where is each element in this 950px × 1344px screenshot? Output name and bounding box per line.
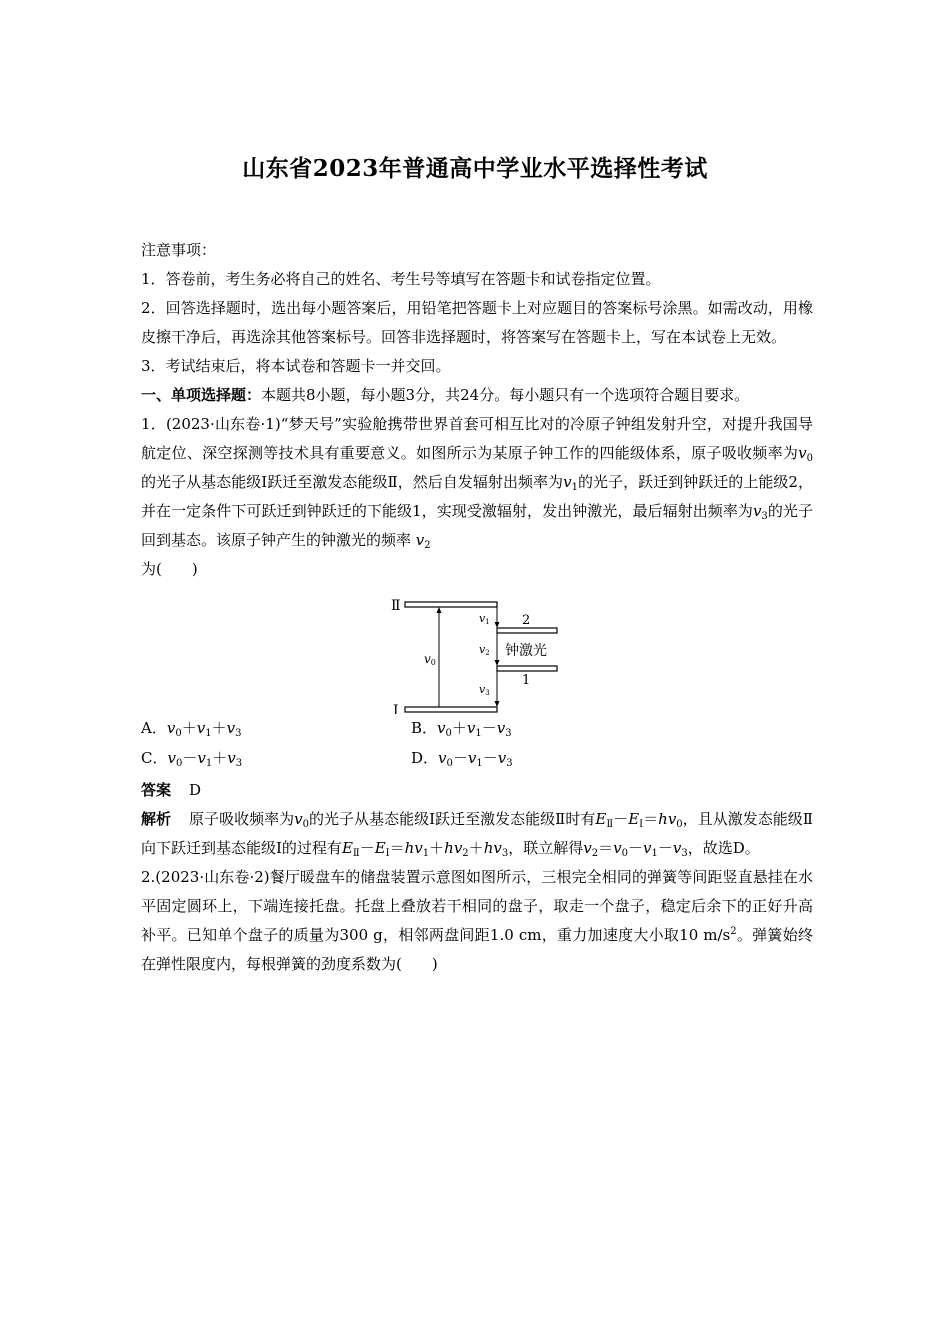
clock-laser-label: 钟激光: [505, 643, 547, 659]
q2-sup: 2: [730, 926, 737, 937]
v1-arrowhead: [495, 622, 500, 628]
energy-level-diagram: [141, 584, 813, 714]
v0-arrowhead: [437, 607, 442, 613]
analysis-b: 的光子从基态能级Ⅰ跃迁至激发态能级Ⅱ时有: [309, 810, 596, 828]
energy-level-svg: [381, 590, 711, 714]
question-2: [141, 863, 813, 979]
v2-arrowhead: [495, 660, 500, 666]
analysis-e: ，故选D。: [687, 839, 760, 857]
v3-label: v3: [479, 683, 490, 697]
option-d[interactable]: D．$v_0-v_1-v_3$: [411, 749, 513, 769]
section-1: [141, 381, 813, 410]
v3-arrowhead: [495, 701, 500, 707]
q1-text-e: 为( ): [141, 560, 198, 578]
q1-options: [141, 714, 813, 776]
q1-text-c: 的光子，跃迁到钟跃迁的上能级2，并在一定条件下可跃迁到钟跃迁的下能级1，实现受激辐射，发出钟激光，最后辐射出频率为: [141, 473, 814, 520]
level-1-bar: [497, 666, 557, 671]
answer-value: D: [189, 781, 202, 799]
v2-label: v2: [479, 643, 490, 657]
question-1: 1．(2023·山东卷·1)“梦天号”实验舱携带世界首套可相互比对的冷原子钟组发射升空，对提升我国导航定位、深空探测等技术具有重要意义。如图所示为某原子钟工作的四能级体系，原子吸收频率为$v_0$的光子从基态能级Ⅰ跃迁至激发态能级Ⅱ，然后自发辐射出频率为$v_1$的光子，跃迁到钟跃迁的上能级2，并在一定条件下可跃迁到钟跃迁的下能级1，实现受激辐射，发出钟激光，最后辐射出频率为$v_3$的光子回到基态。该原子钟产生的钟激光的频率 $v_2$ 为( ): [141, 415, 814, 578]
option-a[interactable]: A．$v_0+v_1+v_3$: [141, 719, 242, 739]
option-b[interactable]: B．$v_0+v_1-v_3$: [411, 719, 512, 739]
option-b-letter: B．: [411, 719, 438, 737]
q2-text-b: 。弹簧始终在弹性限度内，每根弹簧的劲度系数为( ): [141, 926, 813, 973]
notice-item-1: 1．答卷前，考生务必将自己的姓名、考生号等填写在答题卡和试卷指定位置。: [141, 270, 661, 288]
section-1-desc: 本题共8小题，每小题3分，共24分。每小题只有一个选项符合题目要求。: [261, 386, 750, 404]
q2-text-a: 餐厅暖盘车的储盘装置示意图如图所示，三根完全相同的弹簧等间距竖直悬挂在水平固定圆环上，下端连接托盘。托盘上叠放若干相同的盘子，取走一个盘子，稳定后余下的正好升高补平。已知单个盘子的质量为300 g，相邻两盘间距1.0 cm，重力加速度大小取10 m/s: [141, 868, 813, 944]
q1-answer: [141, 776, 813, 805]
q1-source: (2023·山东卷·1): [165, 415, 281, 433]
option-d-letter: D．: [411, 749, 439, 767]
notice-item-2: 2．回答选择题时，选出每小题答案后，用铅笔把答题卡上对应题目的答案标号涂黑。如需改动，用橡皮擦干净后，再选涂其他答案标号。回答非选择题时，将答案写在答题卡上，写在本试卷上无效。: [141, 299, 813, 346]
analysis-d: ，联立解得: [508, 839, 584, 857]
answer-label: 答案: [141, 781, 172, 799]
page-title: 山东省2023年普通高中学业水平选择性考试: [242, 155, 708, 182]
q1-text-a: “梦天号”实验舱携带世界首套可相互比对的冷原子钟组发射升空，对提升我国导航定位、深空探测等技术具有重要意义。如图所示为某原子钟工作的四能级体系，原子吸收频率为: [141, 415, 814, 462]
analysis-label: 解析: [141, 810, 172, 828]
level-I-bar: [405, 707, 497, 712]
level-I-label: Ⅰ: [393, 703, 399, 714]
analysis-a: 原子吸收频率为: [189, 810, 295, 828]
level-1-label: 1: [522, 673, 531, 688]
section-1-heading: 一、单项选择题：: [141, 386, 262, 404]
notice-item-3: 3．考试结束后，将本试卷和答题卡一并交回。: [141, 357, 451, 375]
notice-heading: 注意事项：: [141, 241, 217, 259]
option-a-letter: A．: [141, 719, 167, 737]
v1-label: v1: [479, 612, 490, 626]
q1-number: 1．: [141, 415, 166, 433]
level-2-label: 2: [522, 613, 531, 628]
exam-content: [141, 236, 813, 979]
level-II-bar: [405, 602, 497, 607]
level-II-label: Ⅱ: [391, 598, 401, 614]
q1-analysis: 解析 原子吸收频率为$v_0$的光子从基态能级Ⅰ跃迁至激发态能级Ⅱ时有$E_Ⅱ-E_Ⅰ=hv_0$，且从激发态能级Ⅱ向下跃迁到基态能级Ⅰ的过程有$E_Ⅱ-E_Ⅰ=hv_1+hv_2+hv_3$，联立解得$v_2=v_0-v_1-v_3$，故选D。: [141, 810, 813, 859]
option-c[interactable]: C．$v_0-v_1+v_3$: [141, 749, 243, 769]
q1-text-d: 的光子回到基态。该原子钟产生的钟激光的频率: [141, 502, 813, 549]
option-c-letter: C．: [141, 749, 168, 767]
v0-label: v0: [424, 652, 436, 667]
q1-text-b: 的光子从基态能级Ⅰ跃迁至激发态能级Ⅱ，然后自发辐射出频率为: [141, 473, 564, 491]
analysis-c: ，且从激发态能级Ⅱ向下跃迁到基态能级Ⅰ的过程有: [141, 810, 813, 857]
level-2-bar: [497, 628, 557, 633]
q2-prefix: 2.(2023·山东卷·2): [141, 868, 270, 886]
